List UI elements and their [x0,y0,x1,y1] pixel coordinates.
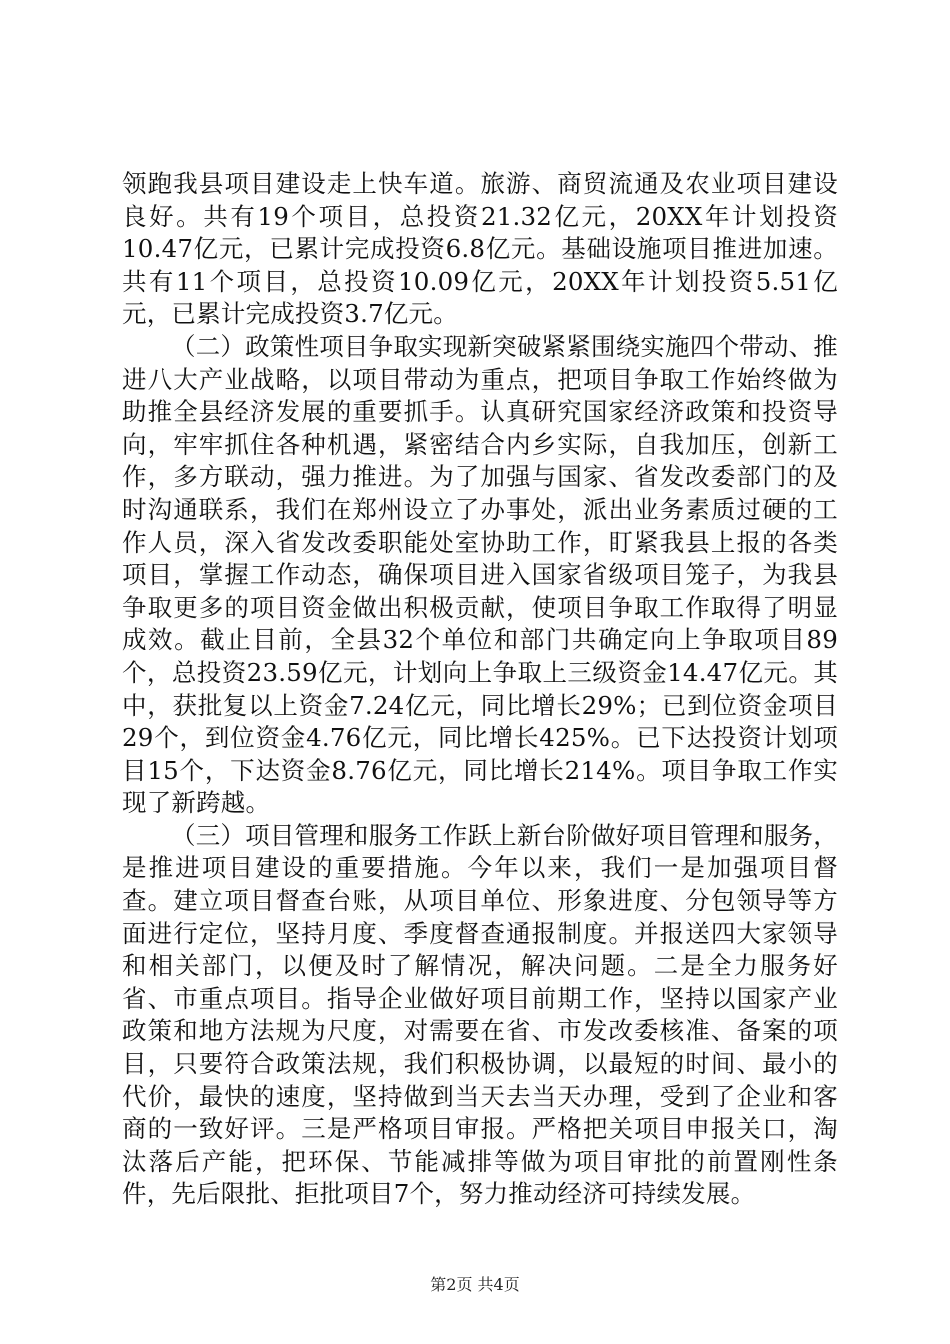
document-body [122,168,838,1211]
paragraph-2: （二）政策性项目争取实现新突破紧紧围绕实施四个带动、推进八大产业战略，以项目带动为重点，把项目争取工作始终做为助推全县经济发展的重要抓手。认真研究国家经济政策和投资导向，牢牢抓住各种机遇，紧密结合内乡实际，自我加压，创新工作，多方联动，强力推进。为了加强与国家、省发改委部门的及时沟通联系，我们在郑州设立了办事处，派出业务素质过硬的工作人员，深入省发改委职能处室协助工作，盯紧我县上报的各类项目，掌握工作动态，确保项目进入国家省级项目笼子，为我县争取更多的项目资金做出积极贡献，使项目争取工作取得了明显成效。截止目前，全县32个单位和部门共确定向上争取项目89个，总投资23.59亿元，计划向上争取上三级资金14.47亿元。其中，获批复以上资金7.24亿元，同比增长29%；已到位资金项目29个，到位资金4.76亿元，同比增长425%。已下达投资计划项目15个，下达资金8.76亿元，同比增长214%。项目争取工作实现了新跨越。 [122,331,838,818]
page-number-footer: 第2页 共4页 [430,1275,520,1294]
paragraph-3: （三）项目管理和服务工作跃上新台阶做好项目管理和服务，是推进项目建设的重要措施。今年以来，我们一是加强项目督查。建立项目督查台账，从项目单位、形象进度、分包领导等方面进行定位，坚持月度、季度督查通报制度。并报送四大家领导和相关部门，以便及时了解情况，解决问题。二是全力服务好省、市重点项目。指导企业做好项目前期工作，坚持以国家产业政策和地方法规为尺度，对需要在省、市发改委核准、备案的项目，只要符合政策法规，我们积极协调，以最短的时间、最小的代价，最快的速度，坚持做到当天去当天办理，受到了企业和客商的一致好评。三是严格项目审报。严格把关项目申报关口，淘汰落后产能，把环保、节能减排等做为项目审批的前置刚性条件，先后限批、拒批项目7个，努力推动经济可持续发展。 [122,820,838,1209]
paragraph-1: 领跑我县项目建设走上快车道。旅游、商贸流通及农业项目建设良好。共有19个项目，总投资21.32亿元，20XX年计划投资10.47亿元，已累计完成投资6.8亿元。基础设施项目推进加速。共有11个项目，总投资10.09亿元，20XX年计划投资5.51亿元，已累计完成投资3.7亿元。 [122,169,838,329]
